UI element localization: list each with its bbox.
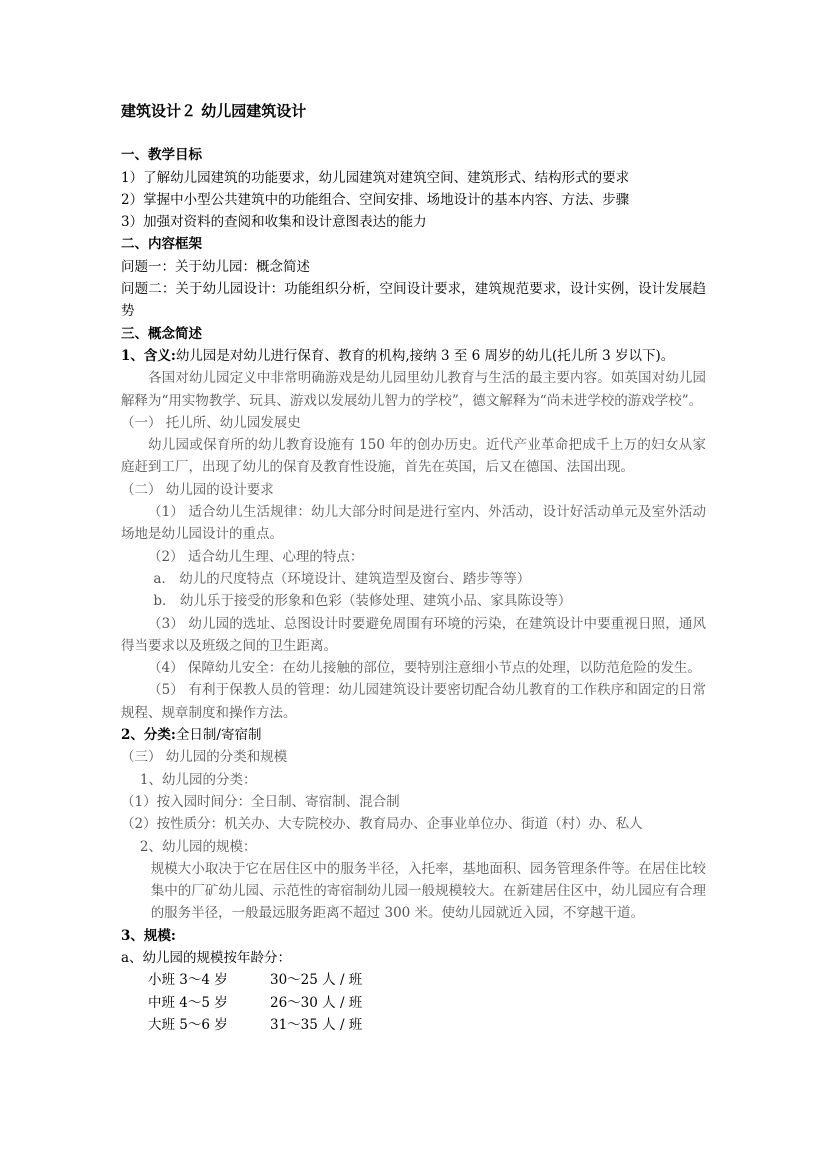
document-body (121, 100, 706, 1036)
subsection-history: （一） 托儿所、幼儿园发展史 (121, 414, 301, 431)
class-size-row (121, 992, 706, 1014)
history-paragraph: 幼儿园或保育所的幼儿教育设施有 150 年的创办历史。近代产业革命把成千上万的妇女从家庭赶到工厂，出现了幼儿的保育及教育性设施，首先在英国，后又在德国、法国出现。 (121, 437, 706, 476)
section-heading-objectives: 一、教学目标 (121, 147, 202, 164)
class-size-row (121, 969, 706, 991)
objective-item: 1）了解幼儿园建筑的功能要求，幼儿园建筑对建筑空间、建筑形式、结构形式的要求 (121, 169, 630, 186)
requirement-subitem: b． 幼儿乐于接受的形象和色彩（装修处理、建筑小品、家具陈设等） (153, 593, 572, 610)
classification-item: （1）按入园时间分：全日制、寄宿制、混合制 (121, 793, 400, 810)
classification-label: 2、分类: (121, 727, 176, 744)
class-name: 中班 4～5 岁 (148, 994, 228, 1011)
definition-line (121, 345, 706, 367)
requirement-item: （1） 适合幼儿生活规律：幼儿大部分时间是进行室内、外活动，设计好活动单元及室外活动场地是幼儿园设计的重点。 (121, 504, 706, 543)
class-size: 31～35 人 / 班 (270, 1016, 363, 1033)
class-size-row (121, 1014, 706, 1036)
section-heading-framework: 二、内容框架 (121, 236, 202, 253)
scale-heading: 2、幼儿园的规模： (139, 838, 257, 855)
subsection-design-requirements: （二） 幼儿园的设计要求 (121, 481, 274, 498)
definition-text: 幼儿园是对幼儿进行保育、教育的机构,接纳 3 至 6 周岁的幼儿(托儿所 3 岁以下)。 (175, 347, 675, 364)
class-size: 26～30 人 / 班 (270, 994, 363, 1011)
definition-paragraph: 各国对幼儿园定义中非常明确游戏是幼儿园里幼儿教育与生活的最主要内容。如英国对幼儿园解释为“用实物教学、玩具、游戏以发展幼儿智力的学校”，德文解释为“尚未进学校的游戏学校”。 (121, 370, 706, 409)
framework-question-1: 问题一：关于幼儿园：概念简述 (121, 258, 310, 275)
requirement-item: （2） 适合幼儿生理、心理的特点： (148, 548, 364, 565)
requirement-item: （4） 保障幼儿安全：在幼儿接触的部位，要特别注意细小节点的处理，以防范危险的发生。 (148, 660, 701, 677)
age-scale-heading: a、幼儿园的规模按年龄分： (121, 949, 292, 966)
requirement-item: （5） 有利于保教人员的管理：幼儿园建筑设计要密切配合幼儿教育的工作秩序和固定的日常规程、规章制度和操作方法。 (121, 682, 706, 721)
objective-item: 2）掌握中小型公共建筑中的功能组合、空间安排、场地设计的基本内容、方法、步骤 (121, 191, 630, 208)
objective-item: 3）加强对资料的查阅和收集和设计意图表达的能力 (121, 214, 427, 231)
class-name: 小班 3～4 岁 (148, 972, 228, 989)
definition-label: 1、含义: (121, 347, 176, 364)
requirement-subitem: a． 幼儿的尺度特点（环境设计、建筑造型及窗台、踏步等等） (153, 570, 531, 587)
requirement-item: （3） 幼儿园的选址、总图设计时要避免周围有环境的污染，在建筑设计中要重视日照，通风得当要求以及班级之间的卫生距离。 (121, 615, 706, 654)
classification-text: 全日制/寄宿制 (175, 727, 262, 744)
document-title: 建筑设计２ 幼儿园建筑设计 (121, 102, 307, 120)
class-name: 大班 5～6 岁 (148, 1016, 228, 1033)
classification-item: （2）按性质分：机关办、大专院校办、教育局办、企事业单位办、街道（村）办、私人 (121, 816, 643, 833)
section-heading-concepts: 三、概念简述 (121, 325, 202, 342)
scale-paragraph: 规模大小取决于它在居住区中的服务半径，入托率，基地面积、园务管理条件等。在居住比较集中的厂矿幼儿园、示范性的寄宿制幼儿园一般规模较大。在新建居住区中，幼儿园应有合理的服务半径，一般最远服务距离不超过 300 米。使幼儿园就近入园，不穿越干道。 (150, 860, 706, 922)
classification-line (121, 724, 706, 746)
scale-label: 3、规模: (121, 927, 176, 944)
framework-question-2: 问题二：关于幼儿园设计：功能组织分析，空间设计要求，建筑规范要求，设计实例，设计发展趋势 (121, 281, 706, 320)
subsection-classification-scale: （三） 幼儿园的分类和规模 (121, 749, 288, 766)
class-size: 30～25 人 / 班 (270, 972, 363, 989)
classification-heading: 1、幼儿园的分类： (139, 771, 257, 788)
